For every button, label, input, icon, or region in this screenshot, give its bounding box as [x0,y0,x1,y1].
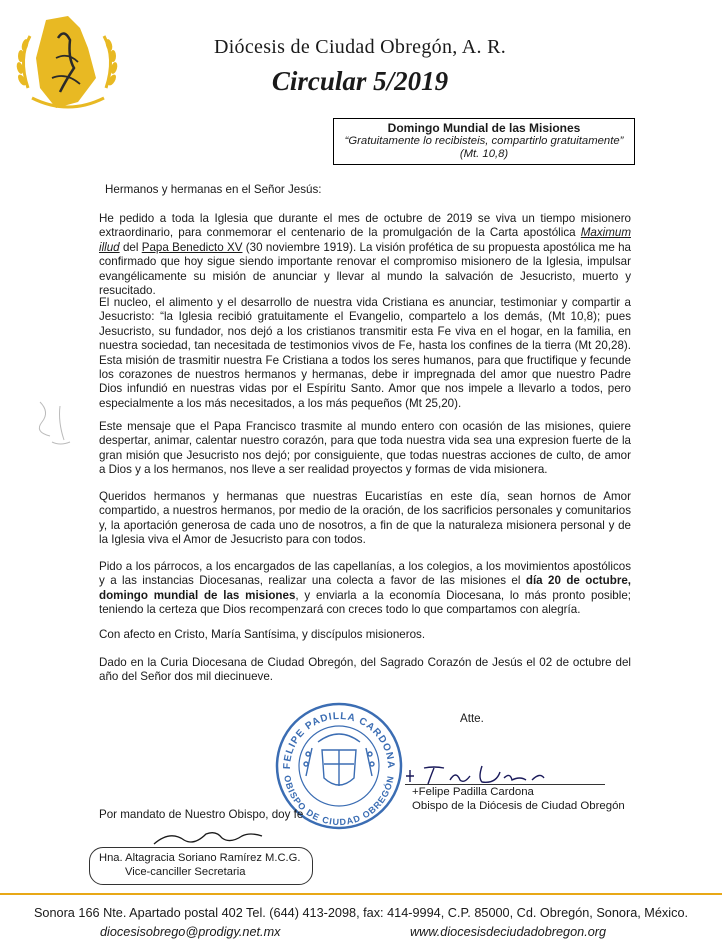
theme-title: Domingo Mundial de las Misiones [387,121,581,135]
circular-number: Circular 5/2019 [271,66,449,96]
bishop-title: Obispo de la Diócesis de Ciudad Obregón [412,800,625,812]
theme-reference: (Mt. 10,8) [459,148,509,160]
paragraph-7: Dado en la Curia Diocesana de Ciudad Obregón, del Sagrado Corazón de Jesús el 02 de octubre del año del Señor dos mil diecinueve. [99,656,631,684]
diocese-title: Diócesis de Ciudad Obregón, A. R. [213,36,507,58]
footer-address: Sonora 166 Nte. Apartado postal 402 Tel. (644) 413-2098, fax: 414-9994, C.P. 85000, Cd. Obregón, Sonora, México. [33,906,689,920]
footer-divider [0,893,722,895]
paragraph-5: Pido a los párrocos, a los encargados de las capellanías, a los colegios, a los movimientos apostólicos y a las instancias Diocesanas, realizar una colecta a favor de las misiones el día 20 de octubre, domingo mundial de las misiones, y enviarla a la economía Diocesana, lo más pronto posible; teniendo la certeza que Dios recompenzará con creces todo lo que compartamos con alegría. [99,560,631,617]
pope-name: Papa Benedicto XV [141,240,243,254]
bishop-signature-block [412,785,625,813]
greeting: Hermanos y hermanas en el Señor Jesús: [105,183,322,196]
theme-box [333,118,635,165]
secretary-title: Vice-canciller Secretaria [125,866,246,878]
document-title-link: Maximum illud [99,226,631,254]
theme-quote: “Gratuitamente lo recibisteis, compartirlo gratuitamente” [344,135,624,147]
secretary-block [99,851,300,879]
seal-bottom-text: OBISPO DE CIUDAD OBREGÓN [282,774,396,828]
paragraph-3: Este mensaje que el Papa Francisco trasmite al mundo entero con ocasión de las misiones, quiere despertar, animar, calentar nuestro corazón, para que toda nuestra vida sea una expresion fuerte de la gran misión que Jesucristo nos dejó; por consiguiente, que todas nuestras acciones de culto, de amor a Dios y a los hermanos, nos lleve a ser realidad proyectos y formas de vida misionera. [99,420,631,477]
diocese-logo [8,8,128,116]
paragraph-4: Queridos hermanos y hermanas que nuestras Eucaristías en este día, sean hornos de Amor compartido, a nuestros hermanos, por medio de la oración, de los sacrificios personales y comunitarios y, la aportación generosa de cada uno de nosotros, a fin de que la naturaleza misionera personal y de la Iglesia viva el Amor de Jesucristo para con todos. [99,490,631,547]
footer-email[interactable]: diocesisobrego@prodigy.net.mx [100,925,281,939]
paragraph-2: El nucleo, el alimento y el desarrollo de nuestra vida Cristiana es anunciar, testimoniar y compartir a Jesucristo: “la Iglesia recibió gratuitamente el Evangelio, compartelo a los demás, (Mt 10,8); pues Jesucristo, su fundador, nos dejó a los cristianos transmitir esta Fe viva en el hogar, en la familia, en nuestra sociedad, tan necesitada de testimonios vivos de Fe, hasta los confines de la tierra (Mt 20,28). Esta misión de trasmitir nuestra Fe Cristiana a todos los seres humanos, para que fructifique y fecunde los corazones de nuestros hermanos y hermanas, debe ir impregnada del amor que nuestro Padre Dios infundió en nuestras vidas por el Espíritu Santo. Amor que nos impele a llevarlo a todos, pero especialmente a los más necesitados, a los más pequeños (Mt 25,20). [99,296,631,410]
mandate-line: Por mandato de Nuestro Obispo, doy fe [99,808,304,821]
secretary-name: Hna. Altagracia Soriano Ramírez M.C.G. [99,852,301,864]
collection-date: día 20 de octubre, domingo mundial de las misiones [99,574,631,602]
footer-website[interactable]: www.diocesisdeciudadobregon.org [410,925,607,939]
paragraph-6: Con afecto en Cristo, María Santísima, y discípulos misioneros. [99,628,426,641]
margin-mark [30,392,80,452]
paragraph-1: He pedido a toda la Iglesia que durante el mes de octubre de 2019 se viva un tiempo misionero extraordinario, para conmemorar el centenario de la promulgación de la Carta apostólica Maximum illud del Papa Benedicto XV (30 noviembre 1919). La visión profética de su propuesta apostólica me ha confirmado que hoy sigue siendo importante renovar el compromiso misionero de la Iglesia, impulsar evangélicamente su misión de anunciar y llevar al mundo la salvación de Jesucristo, muerto y resucitado. [99,212,631,298]
seal-top-text: FELIPE PADILLA CARDONA [281,710,397,770]
bishop-name: +Felipe Padilla Cardona [412,786,534,798]
atte-label: Atte. [460,712,484,725]
